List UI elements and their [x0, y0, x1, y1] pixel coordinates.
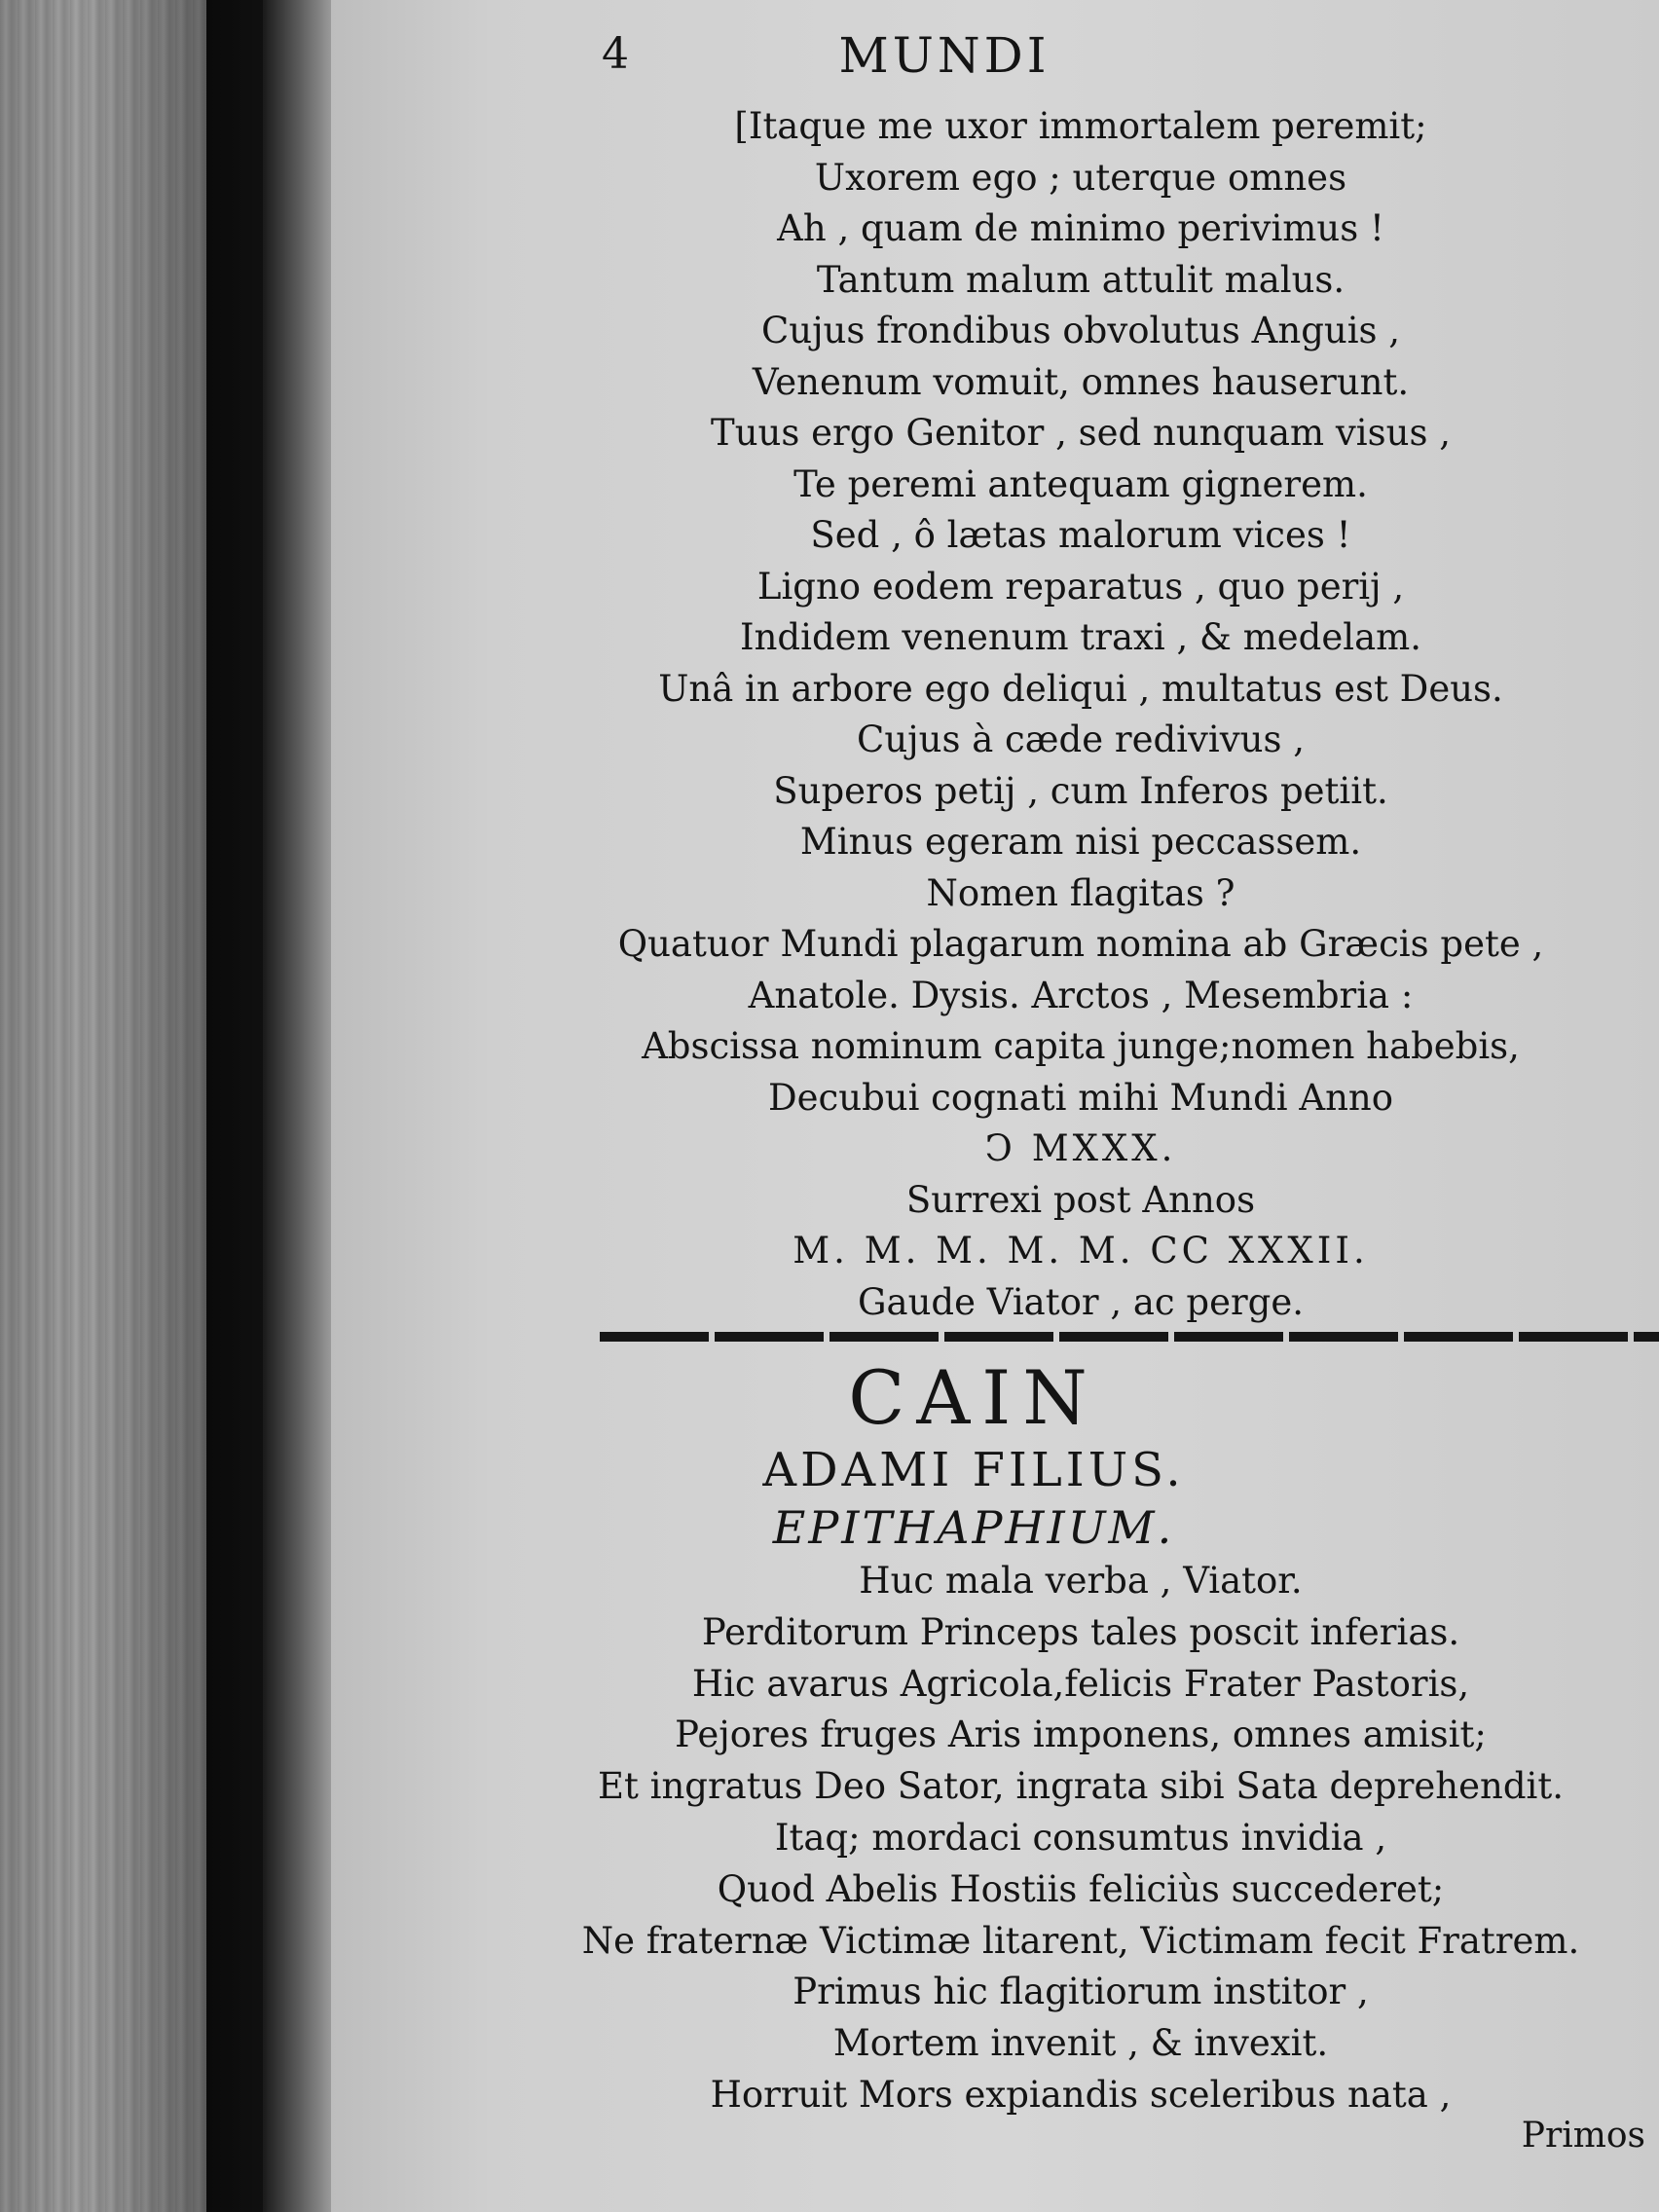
section-heading: EPITHAPHIUM.: [772, 1501, 1175, 1554]
verse-line: Ah , quam de minimo perivimus !: [777, 207, 1384, 249]
epitaph-verse-bottom: [506, 1556, 1655, 2121]
verse-line: Surrexi post Annos: [905, 1178, 1256, 1221]
verse-line: Te peremi antequam gignerem.: [793, 462, 1368, 505]
verse-line: Mortem invenit , & invexit.: [832, 2022, 1329, 2065]
verse-line: Abscissa nominum capita junge;nomen habebis,: [642, 1025, 1520, 1067]
printed-page: [331, 0, 1659, 2212]
verse-line: Primus hic flagitiorum institor ,: [793, 1971, 1369, 2013]
verse-line: Venenum vomuit, omnes hauserunt.: [752, 360, 1410, 403]
running-head: MUNDI: [838, 27, 1051, 84]
left-facing-page: [0, 0, 206, 2212]
verse-line: Perditorum Princeps tales poscit inferias.: [701, 1610, 1460, 1653]
verse-line: Horruit Mors expiandis sceleribus nata ,: [710, 2073, 1452, 2116]
section-title: CAIN: [848, 1354, 1099, 1441]
catchword: Primos: [1521, 2116, 1645, 2156]
verse-line: M. M. M. M. M. CC XXXII.: [793, 1230, 1369, 1272]
verse-line: Itaq; mordaci consumtus invidia ,: [774, 1816, 1387, 1859]
verse-line: Huc mala verba , Viator.: [859, 1560, 1303, 1602]
verse-line: Quatuor Mundi plagarum nomina ab Græcis pete ,: [617, 923, 1544, 965]
verse-line: Minus egeram nisi peccassem.: [799, 821, 1362, 863]
verse-line: Sed , ô lætas malorum vices !: [810, 514, 1351, 556]
verse-line: Hic avarus Agricola,felicis Frater Pastoris,: [691, 1662, 1470, 1705]
verse-line: Cujus frondibus obvolutus Anguis ,: [760, 310, 1401, 351]
page-number: 4: [602, 29, 629, 79]
verse-line: Pejores fruges Aris imponens, omnes amisit;: [675, 1714, 1487, 1756]
verse-line: Quod Abelis Hostiis feliciùs succederet;: [717, 1867, 1445, 1910]
verse-line: Gaude Viator , ac perge.: [857, 1280, 1305, 1323]
verse-line: Ligno eodem reparatus , quo perij ,: [756, 565, 1405, 608]
verse-line: Et ingratus Deo Sator, ingrata sibi Sata deprehendit.: [597, 1765, 1564, 1808]
verse-line: Ne fraternæ Victimæ litarent, Victimam fecit Fratrem.: [581, 1919, 1580, 1962]
verse-line: Nomen flagitas ?: [926, 871, 1235, 914]
verse-line: Unâ in arbore ego deliqui , multatus est Deus.: [658, 667, 1503, 710]
verse-line: Decubui cognati mihi Mundi Anno: [767, 1076, 1394, 1119]
verse-line: Tuus ergo Genitor , sed nunquam visus ,: [711, 412, 1451, 454]
verse-line: Uxorem ego ; uterque omnes: [814, 156, 1347, 199]
verse-line: Superos petij , cum Inferos petiit.: [773, 769, 1388, 812]
page-gutter: [263, 0, 331, 2212]
verse-line: Cujus à cæde redivivus ,: [857, 719, 1305, 760]
epitaph-verse-top: [506, 101, 1655, 1328]
section-divider-rule: [600, 1332, 1659, 1342]
verse-line: [Itaque me uxor immortalem peremit;: [734, 105, 1427, 147]
verse-line: Anatole. Dysis. Arctos , Mesembria :: [748, 974, 1414, 1016]
verse-line: Tantum malum attulit malus.: [816, 258, 1346, 301]
section-subtitle: ADAMI FILIUS.: [762, 1443, 1185, 1497]
verse-line: Ↄ MXXX.: [984, 1127, 1177, 1169]
verse-line: Indidem venenum traxi , & medelam.: [739, 616, 1422, 658]
